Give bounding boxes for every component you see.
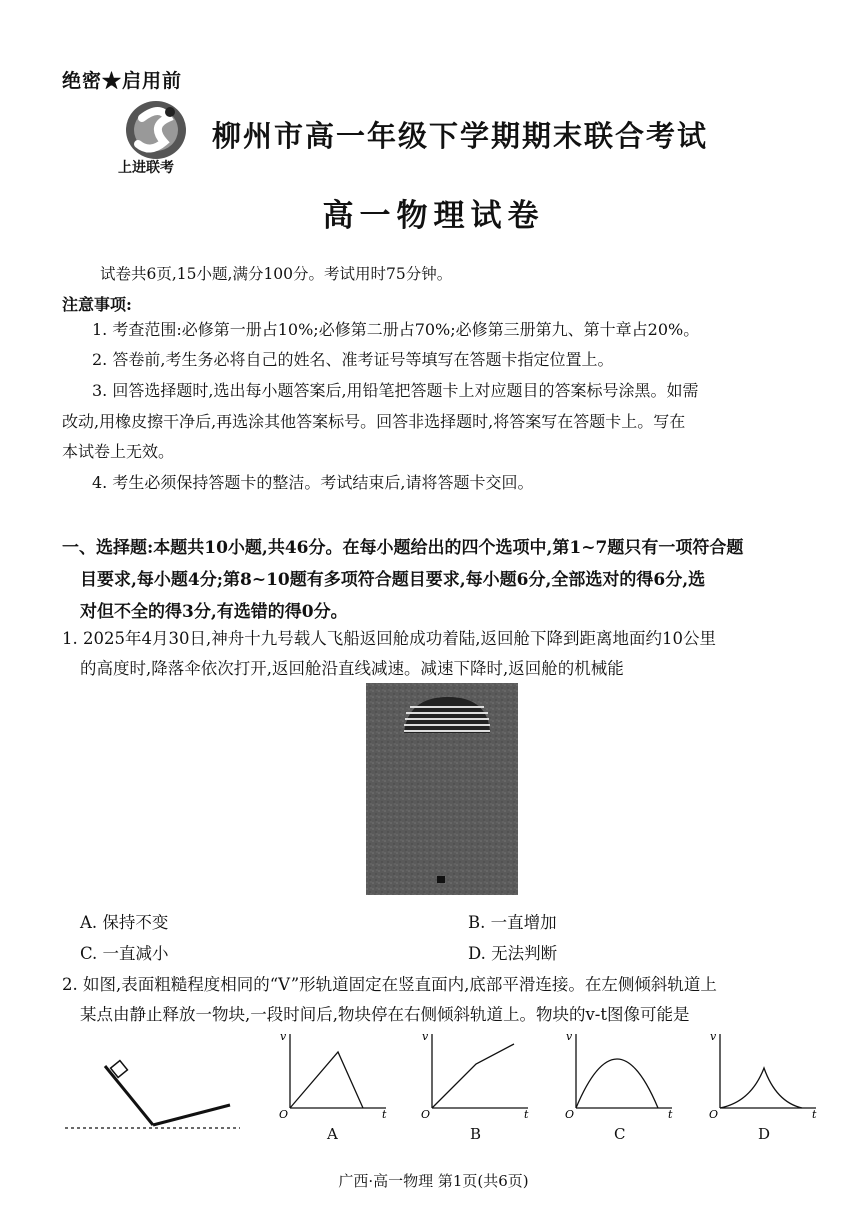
axis-label-v: v xyxy=(566,1030,573,1043)
axis-label-t: t xyxy=(524,1108,529,1118)
graph-label-c: C xyxy=(614,1125,626,1143)
section-line: 一、选择题:本题共10小题,共46分。在每小题给出的四个选项中,第1~7题只有一项符合题 xyxy=(62,538,744,558)
section-line: 对但不全的得3分,有选错的得0分。 xyxy=(80,602,348,622)
note-item: 3. 回答选择题时,选出每小题答案后,用铅笔把答题卡上对应题目的答案标号涂黑。如需 xyxy=(92,381,699,400)
axis-label-t: t xyxy=(382,1108,387,1118)
origin-label: O xyxy=(421,1108,431,1118)
capsule-parachute-photo xyxy=(366,683,518,895)
origin-label: O xyxy=(565,1108,575,1118)
note-item: 2. 答卷前,考生务必将自己的姓名、准考证号等填写在答题卡指定位置上。 xyxy=(92,350,614,369)
notes-heading: 注意事项: xyxy=(62,295,132,314)
vt-graph-b xyxy=(418,1030,533,1118)
axis-label-v: v xyxy=(422,1030,429,1043)
question-text: 2. 如图,表面粗糙程度相同的“V”形轨道固定在竖直面内,底部平滑连接。在左侧倾斜轨道上 xyxy=(62,975,717,994)
subject-title: 高一物理试卷 xyxy=(322,198,545,234)
graph-label-a: A xyxy=(327,1125,338,1143)
vt-graph-d xyxy=(706,1030,821,1118)
vt-graph-a xyxy=(276,1030,391,1118)
axis-label-v: v xyxy=(280,1030,287,1043)
question-text: 的高度时,降落伞依次打开,返回舱沿直线减速。减速下降时,返回舱的机械能 xyxy=(80,659,624,678)
confidential-label: 绝密★启用前 xyxy=(62,70,183,92)
logo-text: 上进联考 xyxy=(118,160,174,176)
note-item-continued: 改动,用橡皮擦干净后,再选涂其他答案标号。回答非选择题时,将答案写在答题卡上。写在 xyxy=(62,412,686,431)
graph-label-d: D xyxy=(758,1125,771,1143)
exam-intro: 试卷共6页,15小题,满分100分。考试用时75分钟。 xyxy=(100,265,453,283)
section-line: 目要求,每小题4分;第8~10题有多项符合题目要求,每小题6分,全部选对的得6分,选 xyxy=(80,570,706,590)
v-track-diagram xyxy=(60,1058,250,1138)
graph-label-b: B xyxy=(470,1125,482,1143)
axis-label-t: t xyxy=(812,1108,817,1118)
question-2 xyxy=(62,970,812,1030)
option-a: A. 保持不变 xyxy=(80,913,169,932)
section-heading xyxy=(62,532,812,628)
vt-graph-c xyxy=(562,1030,677,1118)
question-text: 某点由静止释放一物块,一段时间后,物块停在右侧倾斜轨道上。物块的v-t图像可能是 xyxy=(80,1005,690,1024)
option-c: C. 一直减小 xyxy=(80,944,169,963)
origin-label: O xyxy=(279,1108,289,1118)
question-text: 1. 2025年4月30日,神舟十九号载人飞船返回舱成功着陆,返回舱下降到距离地面约10公里 xyxy=(62,629,716,648)
axis-label-t: t xyxy=(668,1108,673,1118)
note-item: 4. 考生必须保持答题卡的整洁。考试结束后,请将答题卡交回。 xyxy=(92,473,534,492)
note-item: 1. 考查范围:必修第一册占10%;必修第二册占70%;必修第三册第九、第十章占20%。 xyxy=(92,320,700,339)
origin-label: O xyxy=(709,1108,719,1118)
option-d: D. 无法判断 xyxy=(468,944,558,963)
option-b: B. 一直增加 xyxy=(468,913,557,932)
page-footer: 广西·高一物理 第1页(共6页) xyxy=(338,1172,529,1190)
note-item-continued: 本试卷上无效。 xyxy=(62,442,175,461)
exam-title: 柳州市高一年级下学期期末联合考试 xyxy=(212,119,709,153)
axis-label-v: v xyxy=(710,1030,717,1043)
question-1 xyxy=(62,624,812,684)
